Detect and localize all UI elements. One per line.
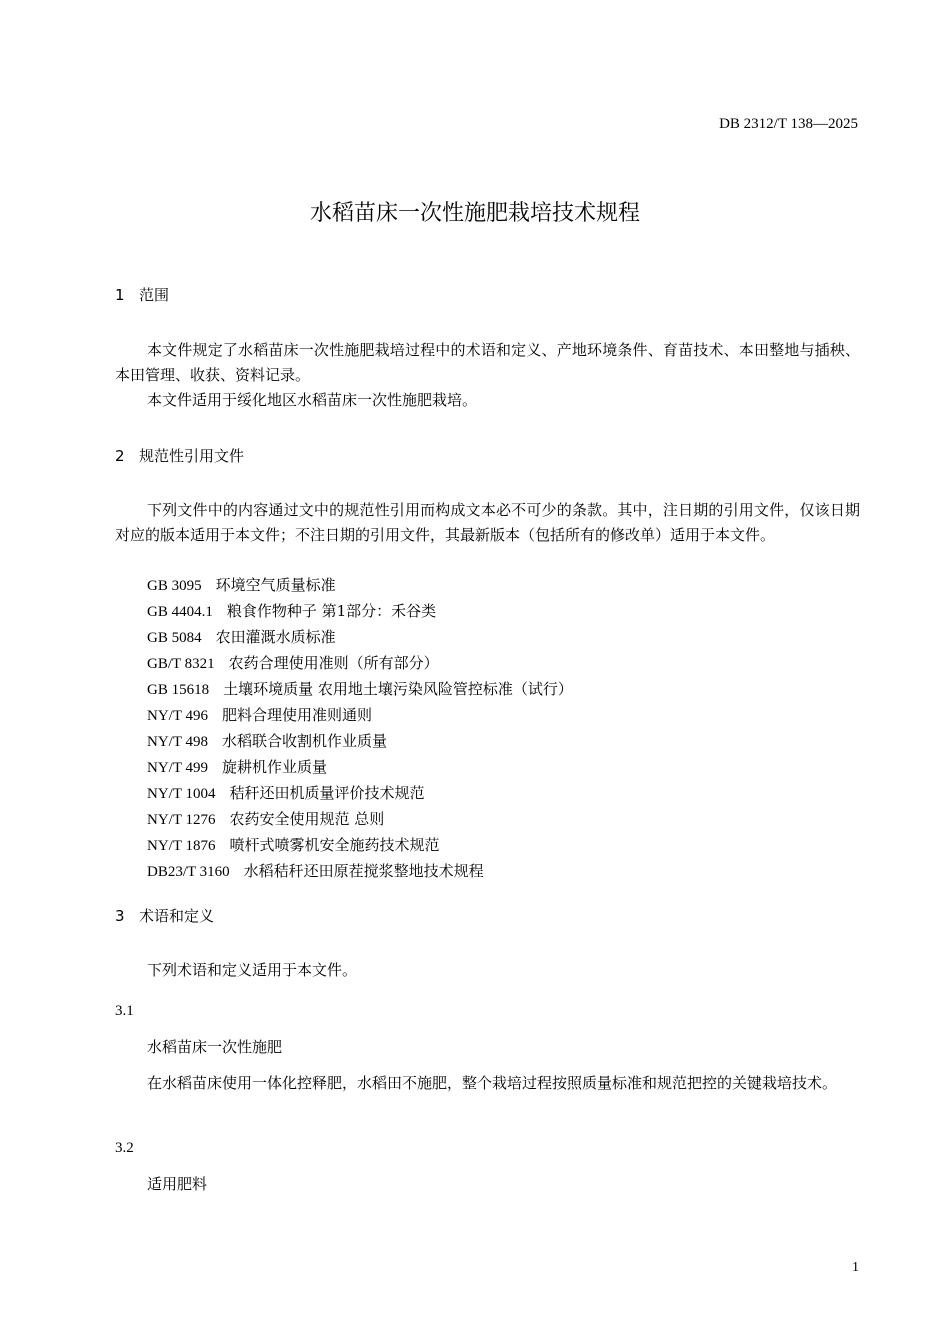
reference-title: 农药安全使用规范 总则 <box>229 810 385 828</box>
reference-title: 喷杆式喷雾机安全施药技术规范 <box>229 836 440 854</box>
reference-code: NY/T 1004 <box>147 786 216 802</box>
reference-item <box>147 807 573 833</box>
scope-paragraph-2: 本文件适用于绥化地区水稻苗床一次性施肥栽培。 <box>147 391 478 409</box>
reference-title: 肥料合理使用准则通则 <box>221 706 372 724</box>
term-name: 适用肥料 <box>147 1175 208 1193</box>
section-heading-terms <box>115 906 214 926</box>
reference-item <box>147 859 573 885</box>
term-number: 3.1 <box>115 1003 134 1019</box>
reference-code: NY/T 1276 <box>147 812 216 828</box>
page-number: 1 <box>852 1260 859 1275</box>
section-heading-scope <box>115 285 169 305</box>
reference-item <box>147 573 573 599</box>
term-definition: 在水稻苗床使用一体化控释肥，水稻田不施肥，整个栽培过程按照质量标准和规范把控的关键栽培技术。 <box>147 1074 838 1092</box>
reference-title: 农药合理使用准则（所有部分） <box>228 654 439 672</box>
reference-item <box>147 703 573 729</box>
scope-paragraph-1: 本文件规定了水稻苗床一次性施肥栽培过程中的术语和定义、产地环境条件、育苗技术、本田整地与插秧、本田管理、收获、资料记录。 <box>115 341 860 384</box>
section-title: 术语和定义 <box>139 907 215 925</box>
reference-item <box>147 677 573 703</box>
section-number: 2 <box>115 447 125 465</box>
reference-code: NY/T 496 <box>147 708 208 724</box>
section-title: 规范性引用文件 <box>139 447 245 465</box>
reference-code: NY/T 499 <box>147 760 208 776</box>
reference-item <box>147 729 573 755</box>
section-heading-normative-refs <box>115 446 244 466</box>
reference-title: 农田灌溉水质标准 <box>215 628 336 646</box>
reference-code: GB/T 8321 <box>147 656 215 672</box>
reference-title: 环境空气质量标准 <box>215 576 336 594</box>
reference-code: DB23/T 3160 <box>147 864 230 880</box>
reference-code: NY/T 1876 <box>147 838 216 854</box>
reference-list <box>147 573 573 885</box>
reference-title: 水稻联合收割机作业质量 <box>221 732 387 750</box>
term-number: 3.2 <box>115 1140 134 1156</box>
reference-item <box>147 833 573 859</box>
reference-code: GB 4404.1 <box>147 604 213 620</box>
document-title: 水稻苗床一次性施肥栽培技术规程 <box>309 201 640 226</box>
section-number: 1 <box>115 286 125 304</box>
reference-title: 秸秆还田机质量评价技术规范 <box>229 784 425 802</box>
terms-intro: 下列术语和定义适用于本文件。 <box>147 961 358 979</box>
reference-title: 旋耕机作业质量 <box>221 758 327 776</box>
section-number: 3 <box>115 907 125 925</box>
reference-code: GB 5084 <box>147 630 202 646</box>
document-code: DB 2312/T 138—2025 <box>719 116 858 132</box>
section-title: 范围 <box>139 286 170 304</box>
term-name: 水稻苗床一次性施肥 <box>147 1038 283 1056</box>
reference-item <box>147 781 573 807</box>
reference-title: 粮食作物种子 第1部分：禾谷类 <box>226 602 437 620</box>
reference-title: 土壤环境质量 农用地土壤污染风险管控标准（试行） <box>223 680 573 698</box>
reference-title: 水稻秸秆还田原茬搅浆整地技术规程 <box>243 862 484 880</box>
reference-code: GB 3095 <box>147 578 202 594</box>
reference-code: NY/T 498 <box>147 734 208 750</box>
reference-item <box>147 755 573 781</box>
reference-item <box>147 651 573 677</box>
reference-code: GB 15618 <box>147 682 210 698</box>
reference-item <box>147 625 573 651</box>
normative-refs-intro: 下列文件中的内容通过文中的规范性引用而构成文本必不可少的条款。其中，注日期的引用文件，仅该日期对应的版本适用于本文件；不注日期的引用文件，其最新版本（包括所有的修改单）适用于本文件。 <box>115 501 860 544</box>
reference-item <box>147 599 573 625</box>
